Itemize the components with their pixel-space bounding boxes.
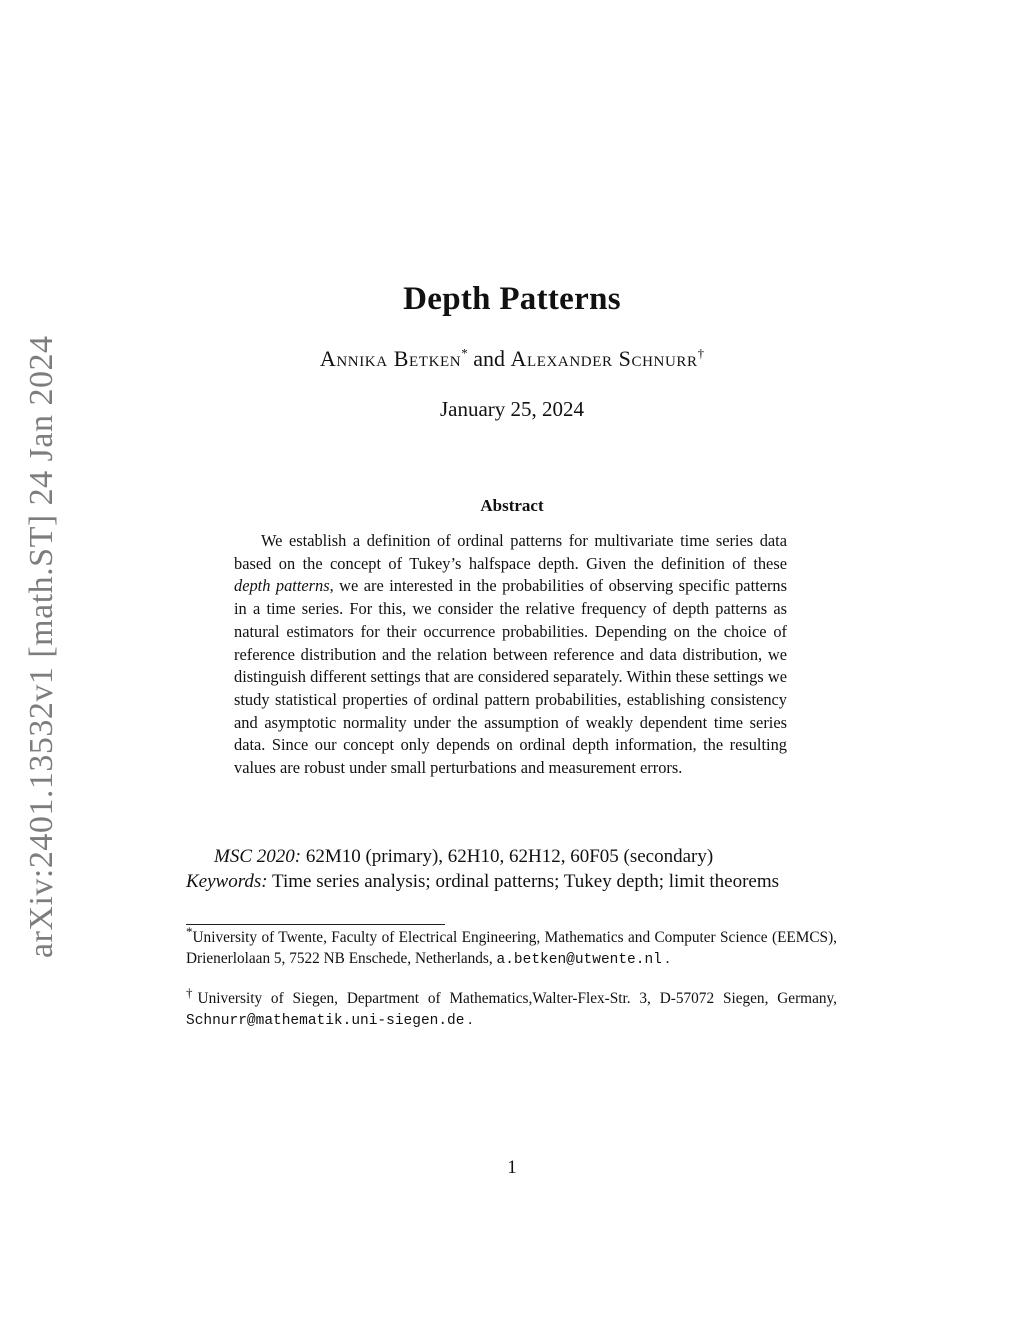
arxiv-identifier-stamp: arXiv:2401.13532v1 [math.ST] 24 Jan 2024 (23, 335, 60, 958)
footnote-mark-betken: * (186, 923, 193, 939)
abstract-emphasis: depth patterns (234, 576, 330, 596)
footnote-mark-schnurr: † (186, 984, 198, 1000)
footnote-text-schnurr: University of Siegen, Department of Mathematics,Walter-Flex-Str. 3, D-57072 Siegen, Germany, (197, 990, 837, 1007)
page-number: 1 (507, 1157, 517, 1178)
email-schnurr[interactable]: Schnurr@mathematik.uni-siegen.de (186, 1012, 465, 1029)
keywords-label: Keywords: (186, 871, 268, 892)
author-schnurr: Alexander Schnurr (510, 346, 698, 371)
keywords (186, 870, 837, 894)
author-betken-footnote-mark: * (461, 345, 468, 361)
footnote-text-betken: University of Twente, Faculty of Electrical Engineering, Mathematics and Computer Science (EEMCS), Drienerlolaan 5, 7522 NB Enschede, Netherlands, (186, 929, 837, 967)
abstract-text-part1: We establish a definition of ordinal patterns for multivariate time series data based on the concept of Tukey’s halfspace depth. Given the definition of these (234, 531, 787, 573)
footnote-divider (186, 924, 445, 925)
msc-label: MSC 2020: (214, 846, 302, 867)
paper-date: January 25, 2024 (439, 397, 585, 421)
abstract-text-part2: , we are interested in the probabilities of observing specific patterns in a time series. For this, we consider the relative frequency of depth patterns as natural estimators for their occurrence probabilities. Depending on the choice of reference distribution and the relation between reference and data distribution, we distinguish different settings that are considered separately. Within these settings we study statistical properties of ordinal pattern probabilities, establishing consistency and asymptotic normality under the assumption of weakly dependent time series data. Since our concept only depends on ordinal depth information, the resulting values are robust under small perturbations and measurement errors. (234, 576, 787, 778)
paper-title: Depth Patterns (403, 281, 621, 317)
footnote-end-betken: . (661, 949, 670, 967)
author-connector: and (473, 346, 505, 371)
footnote-end-schnurr: . (464, 1010, 473, 1028)
author-betken: Annika Betken (319, 346, 462, 371)
keywords-text: Time series analysis; ordinal patterns; Tukey depth; limit theorems (267, 871, 780, 892)
msc-classification (214, 845, 854, 869)
footnote-affiliation-betken (186, 923, 837, 970)
msc-codes: 62M10 (primary), 62H10, 62H12, 60F05 (secondary) (301, 846, 714, 867)
author-schnurr-footnote-mark: † (697, 345, 705, 361)
email-betken[interactable]: a.betken@utwente.nl (496, 951, 662, 968)
abstract-body (234, 530, 787, 780)
footnote-affiliation-schnurr (186, 984, 837, 1031)
author-line (0, 346, 1024, 372)
abstract-heading: Abstract (480, 496, 544, 515)
